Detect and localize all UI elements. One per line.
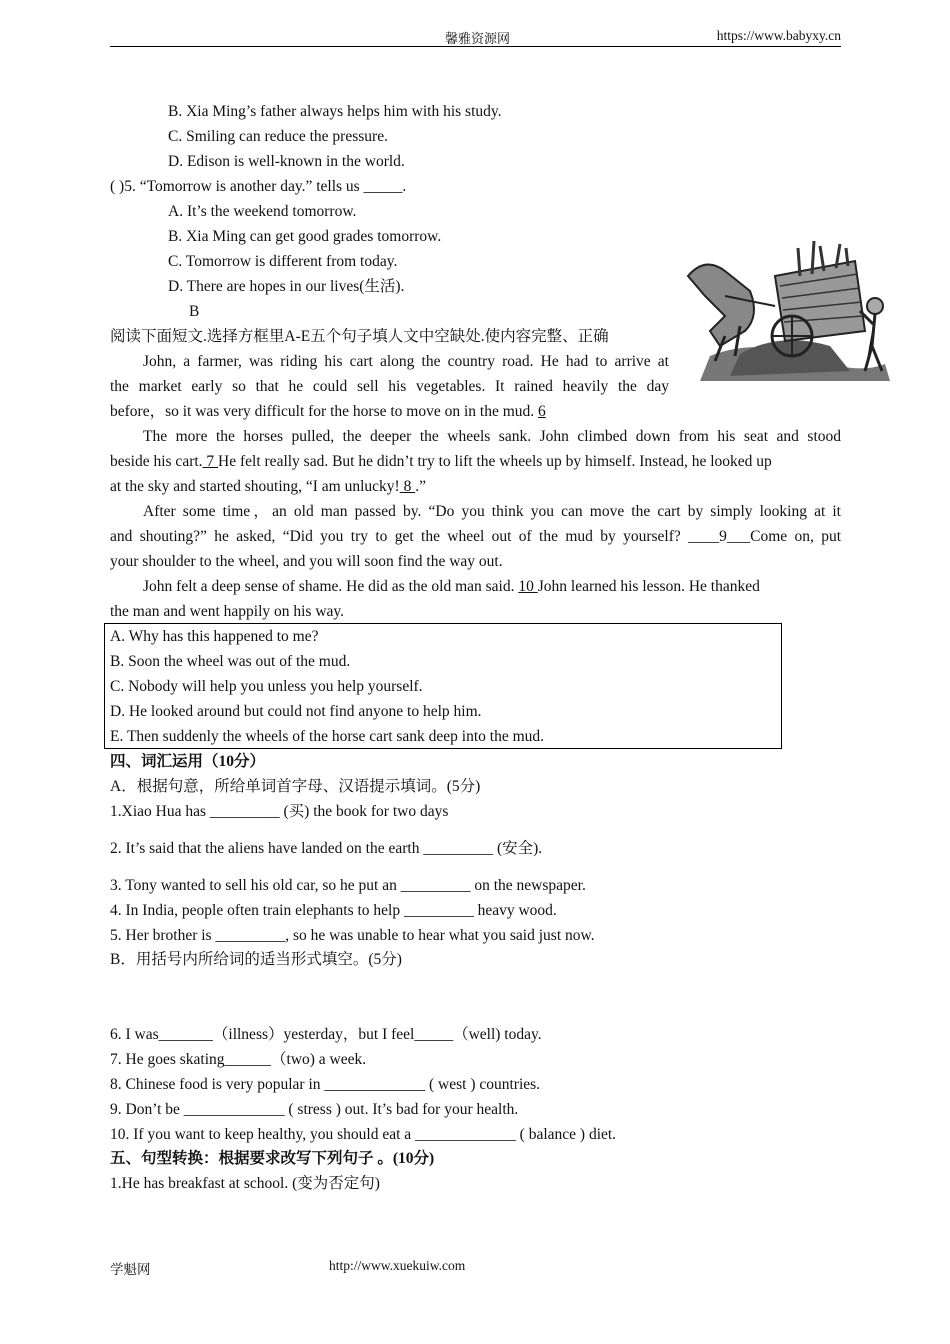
q4-option-d: D. Edison is well-known in the world. <box>168 153 405 170</box>
q5-option-b: B. Xia Ming can get good grades tomorrow. <box>168 228 442 245</box>
vocab-q6: 6. I was_______（illness）yesterday，but I feel_____（well) today. <box>110 1026 542 1043</box>
option-b: B. Soon the wheel was out of the mud. <box>110 653 351 670</box>
passage-p4-line2: the man and went happily on his way. <box>110 603 345 620</box>
vocab-q1: 1.Xiao Hua has _________ (买) the book for two days <box>110 803 449 820</box>
blank-7: 7 <box>202 453 219 470</box>
passage-p1-line3 <box>110 402 546 422</box>
q5-option-a: A. It’s the weekend tomorrow. <box>168 203 357 220</box>
vocab-q4: 4. In India, people often train elephants to help _________ heavy wood. <box>110 902 557 919</box>
page-header <box>110 26 841 47</box>
passage-p1-line1: John, a farmer, was riding his cart along the country road. He had to arrive at <box>143 353 669 370</box>
q4-option-b: B. Xia Ming’s father always helps him with his study. <box>168 103 502 120</box>
section-b-instruction: 阅读下面短文.选择方框里A-E五个句子填人文中空缺处.使内容完整、正确 <box>110 328 609 345</box>
passage-text: before，so it was very difficult for the horse to move on in the mud. <box>110 403 539 420</box>
section4-part-b: B．用括号内所给词的适当形式填空。(5分) <box>110 951 402 968</box>
header-site-name: 馨雅资源网 <box>445 31 511 46</box>
passage-p3-line1: After some time，an old man passed by. “Do you think you can move the cart by simply looking at it <box>143 503 841 520</box>
section4-title: 四、词汇运用（10分） <box>110 753 266 770</box>
passage-text: at the sky and started shouting, “I am unlucky! <box>110 478 400 495</box>
vocab-q7: 7. He goes skating______（two) a week. <box>110 1051 367 1068</box>
passage-text: He felt really sad. But he didn’t try to lift the wheels up by himself. Instead, he looked up <box>218 453 772 470</box>
vocab-q8: 8. Chinese food is very popular in _____________ ( west ) countries. <box>110 1076 541 1093</box>
header-url[interactable]: https://www.babyxy.cn <box>716 28 841 43</box>
q4-option-c: C. Smiling can reduce the pressure. <box>168 128 388 145</box>
vocab-q2: 2. It’s said that the aliens have landed on the earth _________ (安全). <box>110 840 543 857</box>
blank-10: 10 <box>518 578 538 595</box>
q5-option-d: D. There are hopes in our lives(生活). <box>168 278 405 295</box>
passage-p2-line3 <box>110 477 426 497</box>
passage-text: beside his cart. <box>110 453 203 470</box>
vocab-q3: 3. Tony wanted to sell his old car, so he put an _________ on the newspaper. <box>110 877 586 894</box>
passage-p1-line2: the market early so that he could sell his vegetables. It rained heavily the day <box>110 378 669 395</box>
option-c: C. Nobody will help you unless you help yourself. <box>110 678 423 695</box>
section5-title: 五、句型转换：根据要求改写下列句子 。(10分) <box>110 1150 435 1167</box>
q5-option-c: C. Tomorrow is different from today. <box>168 253 398 270</box>
passage-p2-line2 <box>110 452 772 472</box>
option-a: A. Why has this happened to me? <box>110 628 319 645</box>
blank-8: 8 <box>399 478 416 495</box>
footer-left: 学魁网 <box>110 1262 151 1277</box>
vocab-q5: 5. Her brother is _________, so he was unable to hear what you said just now. <box>110 927 595 944</box>
section-b-letter: B <box>189 303 200 320</box>
section4-part-a: A．根据句意，所给单词首字母、汉语提示填词。(5分) <box>110 778 481 795</box>
passage-text: John felt a deep sense of shame. He did as the old man said. <box>143 578 519 595</box>
footer-url[interactable]: http://www.xuekuiw.com <box>329 1258 466 1273</box>
q5-stem: ( )5. “Tomorrow is another day.” tells us _____. <box>110 178 407 195</box>
passage-p3-line3: your shoulder to the wheel, and you will soon find the way out. <box>110 553 503 570</box>
passage-p2-line1: The more the horses pulled, the deeper the wheels sank. John climbed down from his seat and stood <box>143 428 841 445</box>
passage-p4-line1 <box>143 577 760 597</box>
passage-text: .” <box>415 478 426 495</box>
passage-p3-line2: and shouting?” he asked, “Did you try to get the wheel out of the mud by yourself? ____9___Come on, put <box>110 528 841 545</box>
option-d: D. He looked around but could not find anyone to help him. <box>110 703 482 720</box>
passage-text: John learned his lesson. He thanked <box>537 578 760 595</box>
transform-q1: 1.He has breakfast at school. (变为否定句) <box>110 1175 380 1192</box>
blank-6: 6 <box>538 403 546 420</box>
horse-cart-illustration <box>680 236 895 386</box>
vocab-q9: 9. Don’t be _____________ ( stress ) out. It’s bad for your health. <box>110 1101 519 1118</box>
option-e: E. Then suddenly the wheels of the horse cart sank deep into the mud. <box>110 728 545 745</box>
vocab-q10: 10. If you want to keep healthy, you should eat a _____________ ( balance ) diet. <box>110 1126 617 1143</box>
